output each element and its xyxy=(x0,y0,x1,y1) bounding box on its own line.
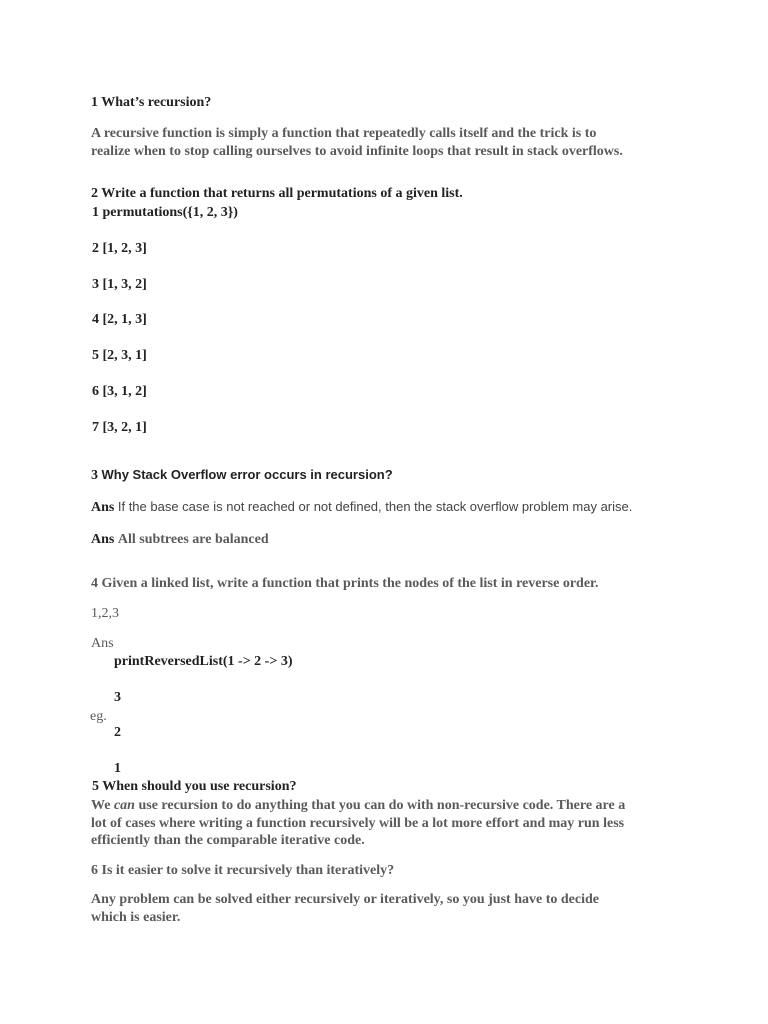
q5-text: We xyxy=(91,798,114,813)
q4-ans-label: Ans xyxy=(91,636,114,651)
q5-heading: 5 When should you use recursion? xyxy=(92,779,297,794)
q3-answer-2 xyxy=(91,531,269,548)
q2-code-line: 7 [3, 2, 1] xyxy=(92,420,147,435)
q2-code-line: 1 permutations({1, 2, 3}) xyxy=(92,205,238,220)
q4-output-line: 1 xyxy=(114,761,121,776)
q6-answer-line-1: Any problem can be solved either recursively or iteratively, so you just have to decide xyxy=(91,892,599,907)
q3-answer-1 xyxy=(91,498,632,516)
q4-output-line: 2 xyxy=(114,725,121,740)
q3-ans-label: Ans xyxy=(91,500,115,515)
q2-code-line: 4 [2, 1, 3] xyxy=(92,312,147,327)
q1-heading: 1 What’s recursion? xyxy=(91,95,212,110)
q1-answer-line-1: A recursive function is simply a function that repeatedly calls itself and the trick is to xyxy=(91,126,597,141)
q4-example: 1,2,3 xyxy=(91,606,119,621)
q4-output-line: 3 xyxy=(114,690,121,705)
q4-call: printReversedList(1 -> 2 -> 3) xyxy=(114,654,293,669)
q5-emphasis: can xyxy=(113,798,135,813)
q6-answer-line-2: which is easier. xyxy=(91,910,181,925)
q2-code-line: 2 [1, 2, 3] xyxy=(92,241,147,256)
q5-answer-line-1 xyxy=(91,797,625,814)
q2-heading: 2 Write a function that returns all permutations of a given list. xyxy=(91,186,463,201)
q3-number: 3 xyxy=(91,468,98,483)
q2-code-line: 5 [2, 3, 1] xyxy=(92,348,147,363)
q3-heading xyxy=(91,466,393,484)
q3-ans-text: All subtrees are balanced xyxy=(117,532,269,547)
q3-ans-label: Ans xyxy=(91,532,115,547)
q6-heading: 6 Is it easier to solve it recursively than iteratively? xyxy=(91,863,395,878)
q4-eg-label: eg. xyxy=(90,709,107,724)
q4-heading: 4 Given a linked list, write a function that prints the nodes of the list in reverse order. xyxy=(91,576,599,591)
q5-text: use recursion to do anything that you can do with non-recursive code. There are a xyxy=(134,798,626,813)
q3-ans-text: If the base case is not reached or not defined, then the stack overflow problem may arise. xyxy=(117,499,633,514)
q5-answer-line-2: lot of cases where writing a function recursively will be a lot more effort and may run less xyxy=(91,816,625,831)
q1-answer-line-2: realize when to stop calling ourselves to avoid infinite loops that result in stack overflows. xyxy=(91,144,623,159)
q5-answer-line-3: efficiently than the comparable iterative code. xyxy=(91,833,365,848)
q2-code-line: 3 [1, 3, 2] xyxy=(92,277,147,292)
q3-title: Why Stack Overflow error occurs in recursion? xyxy=(101,467,393,482)
q2-code-line: 6 [3, 1, 2] xyxy=(92,384,147,399)
